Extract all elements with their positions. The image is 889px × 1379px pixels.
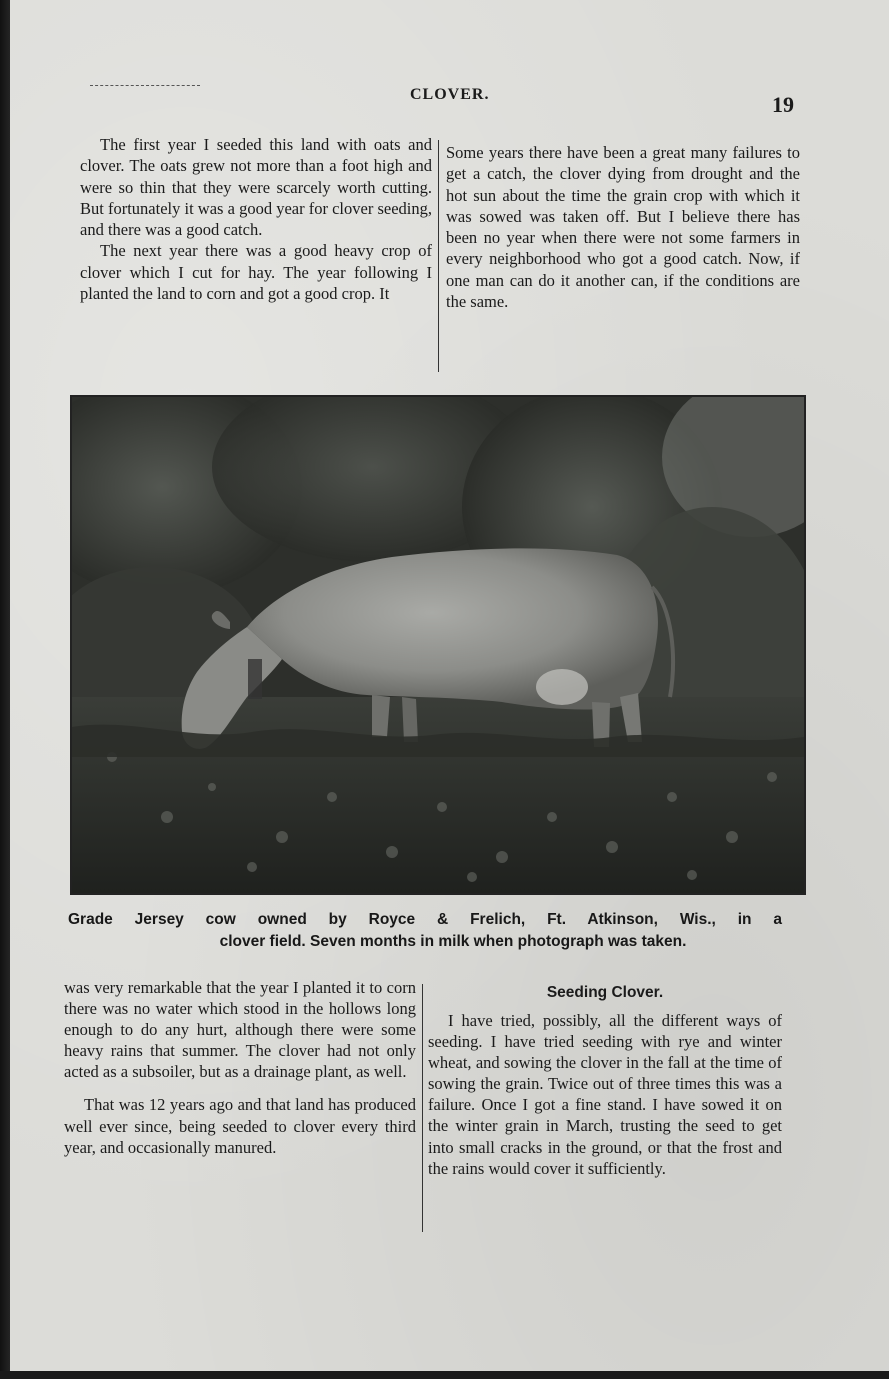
cow-photograph (70, 395, 806, 895)
paragraph: The next year there was a good heavy crop of clover which I cut for hay. The year following I planted the land to corn and got a good crop. It (80, 241, 432, 304)
bottom-left-column (64, 977, 416, 1158)
top-right-column (446, 142, 800, 312)
paragraph: Some years there have been a great many failures to get a catch, the clover dying from drought and the hot sun about the time the grain crop with which it was sowed was taken off. But I believe there has been no year when there were not some farmers in every neighborhood who got a good catch. Now, if one man can do it another can, if the conditions are the same. (446, 143, 800, 312)
paragraph: was very remarkable that the year I planted it to corn there was no water which stood in the hollows long enough to do any hurt, although there were some heavy rains that summer. The clover had not only acted as a subsoiler, but as a drainage plant, as well. (64, 978, 416, 1082)
section-heading: Seeding Clover. (546, 984, 664, 1001)
scan-bottom-edge (0, 1371, 889, 1379)
caption-line-2: clover field. Seven months in milk when photograph was taken. (219, 932, 687, 950)
bottom-right-column (428, 1010, 782, 1179)
paragraph: I have tried, possibly, all the different ways of seeding. I have tried seeding with rye and winter wheat, and sowing the clover in the fall at the time of sowing the grain. Twice out of three times this was a failure. Once I got a fine stand. I have sowed it on the winter grain in March, trusting the seed to get into small cracks in the ground, or that the frost and the rains would cover it sufficiently. (428, 1011, 782, 1178)
top-left-column (80, 134, 432, 304)
header-rule-mark (90, 85, 200, 86)
paragraph: The first year I seeded this land with oats and clover. The oats grew not more than a foot high and were so thin that they were scarcely worth cutting. But fortunately it was a good year for clover seeding, and there was a good catch. (80, 135, 432, 240)
column-divider (422, 984, 423, 1232)
running-title: CLOVER. (410, 86, 490, 103)
photo-caption (68, 909, 782, 952)
cow-photo-illustration (72, 397, 804, 893)
paragraph: That was 12 years ago and that land has produced well ever since, being seeded to clover every third year, and occasionally manured. (64, 1095, 416, 1157)
caption-line-1: Grade Jersey cow owned by Royce & Frelich, Ft. Atkinson, Wis., in a (68, 911, 782, 928)
page-number: 19 (772, 92, 794, 117)
column-divider (438, 140, 439, 372)
